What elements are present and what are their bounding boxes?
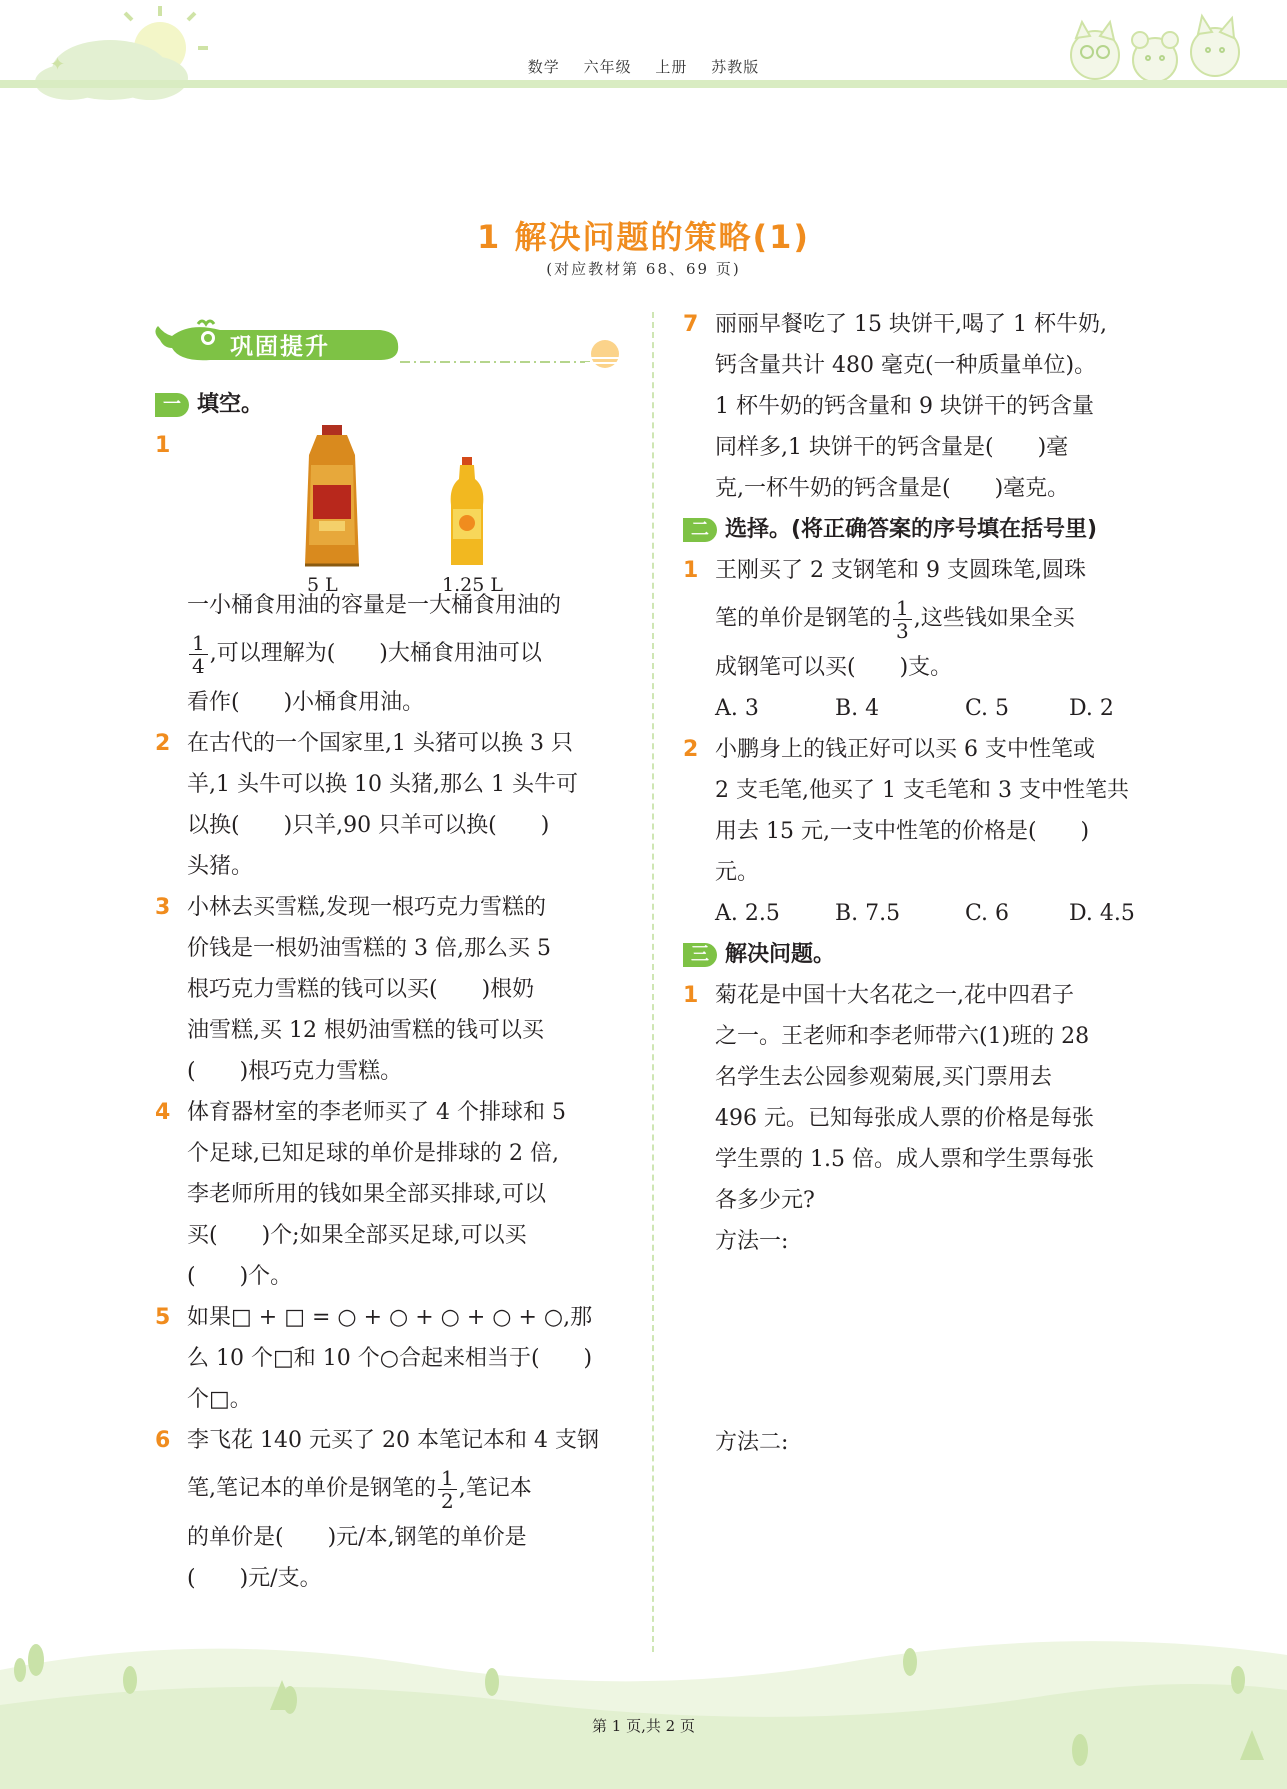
question-4-line: 个足球,已知足球的单价是排球的 2 倍,: [187, 1141, 559, 1166]
question-5-line: 么 10 个□和 10 个○合起来相当于( ): [187, 1346, 593, 1371]
option-d: D. 2: [1069, 696, 1114, 721]
svg-text:✦: ✦: [50, 54, 66, 75]
option-b: B. 7.5: [835, 901, 901, 926]
question-3-line: 油雪糕,买 12 根奶油雪糕的钱可以买: [187, 1018, 544, 1043]
question-number: 1: [155, 433, 171, 458]
hills-footer-decoration: [0, 1610, 1287, 1789]
section-solve-heading: [683, 934, 1163, 975]
choice-2-options: [683, 893, 1163, 934]
question-4-line: 体育器材室的李老师买了 4 个排球和 5: [187, 1100, 566, 1125]
choice-question-2: [683, 729, 1163, 893]
header-text: [0, 56, 1287, 77]
question-number: 3: [155, 895, 171, 920]
question-number: 2: [155, 731, 171, 756]
question-1-line1: 一小桶食用油的容量是一大桶食用油的: [187, 593, 562, 618]
question-6-line4: ( )元/支。: [187, 1566, 322, 1591]
right-column: [683, 304, 1163, 1463]
fraction-numerator: 1: [189, 632, 208, 655]
fraction-one-fourth: [189, 632, 208, 677]
option-a: A. 3: [715, 696, 759, 721]
choice-2-line: 2 支毛笔,他买了 1 支毛笔和 3 支中性笔共: [715, 778, 1129, 803]
page-subtitle: (对应教材第 68、69 页): [546, 260, 741, 278]
option-a: A. 2.5: [715, 901, 780, 926]
question-1-line2: [187, 626, 635, 682]
question-7: [683, 304, 1163, 509]
question-2-line: 头猪。: [187, 854, 254, 879]
choice-2-line: 元。: [715, 860, 760, 885]
section-choice-title: 选择。(将正确答案的序号填在括号里): [725, 517, 1098, 542]
question-5: [155, 1297, 635, 1420]
question-1-line3: 看作( )小桶食用油。: [187, 690, 425, 715]
header-bar: [0, 80, 1287, 88]
fraction-denominator: 4: [192, 653, 205, 678]
question-7-line: 1 杯牛奶的钙含量和 9 块饼干的钙含量: [715, 394, 1094, 419]
method-one-answer-space[interactable]: [715, 1262, 1163, 1422]
small-bottle-label: 1.25 L: [442, 574, 503, 596]
question-4-line: ( )个。: [187, 1264, 293, 1289]
option-c: C. 6: [965, 901, 1010, 926]
solve-1-line: 名学生去公园参观菊展,买门票用去: [715, 1065, 1052, 1090]
section-banner: [150, 318, 630, 368]
question-3-line: 小林去买雪糕,发现一根巧克力雪糕的: [187, 895, 546, 920]
question-number: 1: [683, 558, 699, 583]
choice-2-line: 小鹏身上的钱正好可以买 6 支中性笔或: [715, 737, 1095, 762]
header-edition: 苏教版: [711, 58, 760, 76]
choice-2-line: 用去 15 元,一支中性笔的价格是( ): [715, 819, 1090, 844]
question-4-line: 买( )个;如果全部买足球,可以买: [187, 1223, 527, 1248]
question-6-line2: [187, 1461, 635, 1517]
banner-whale-shape: [150, 318, 630, 368]
choice-1-line2b: ,这些钱如果全买: [913, 606, 1075, 631]
question-3-line: 根巧克力雪糕的钱可以买( )根奶: [187, 977, 535, 1002]
option-c: C. 5: [965, 696, 1010, 721]
question-6-line2a: 笔,笔记本的单价是钢笔的: [187, 1476, 436, 1501]
question-6-line3: 的单价是( )元/本,钢笔的单价是: [187, 1525, 527, 1550]
cloud-sun-decoration: [20, 0, 220, 110]
page-footer: 第 1 页,共 2 页: [592, 1717, 695, 1735]
question-number: 2: [683, 737, 699, 762]
question-7-line: 钙含量共计 480 毫克(一种质量单位)。: [715, 353, 1097, 378]
question-6-line1: 李飞花 140 元买了 20 本笔记本和 4 支钢: [187, 1428, 599, 1453]
animal-faces-decoration: [1060, 10, 1260, 90]
question-3: [155, 887, 635, 1092]
solve-1-line: 各多少元?: [715, 1188, 815, 1213]
question-number: 6: [155, 1428, 171, 1453]
option-d: D. 4.5: [1069, 901, 1135, 926]
fraction-denominator: 3: [896, 618, 909, 643]
column-divider: [652, 312, 654, 1652]
left-column: [155, 384, 635, 1599]
question-2-line: 在古代的一个国家里,1 头猪可以换 3 只: [187, 731, 573, 756]
question-5-line: 如果□ + □ = ○ + ○ + ○ + ○ + ○,那: [187, 1305, 593, 1330]
question-number: 7: [683, 312, 699, 337]
small-oil-bottle-image: [447, 457, 487, 569]
question-1-line2-text: ,可以理解为( )大桶食用油可以: [209, 641, 542, 666]
header-subject: 数学: [527, 58, 560, 76]
big-bottle-label: 5 L: [307, 574, 338, 596]
choice-question-1: [683, 550, 1163, 688]
option-b: B. 4: [835, 696, 880, 721]
section-fill-badge: 一: [155, 393, 189, 417]
big-oil-bottle-image: [297, 425, 367, 570]
question-3-line: 价钱是一根奶油雪糕的 3 倍,那么买 5: [187, 936, 551, 961]
method-two-label: 方法二:: [715, 1430, 789, 1455]
section-solve-title: 解决问题。: [725, 942, 836, 967]
fraction-denominator: 2: [441, 1488, 454, 1513]
choice-1-line2a: 笔的单价是钢笔的: [715, 606, 892, 631]
fraction-one-half: [438, 1467, 457, 1512]
question-1: [155, 425, 635, 723]
page-title: 1 解决问题的策略(1): [477, 218, 810, 256]
question-7-line: 同样多,1 块饼干的钙含量是( )毫: [715, 435, 1069, 460]
question-number: 5: [155, 1305, 171, 1330]
question-4-line: 李老师所用的钱如果全部买排球,可以: [187, 1182, 546, 1207]
header-volume: 上册: [655, 58, 688, 76]
banner-label: 巩固提升: [230, 334, 330, 360]
choice-1-options: [683, 688, 1163, 729]
question-6: [155, 1420, 635, 1599]
solve-1-line: 496 元。已知每张成人票的价格是每张: [715, 1106, 1094, 1131]
question-7-line: 克,一杯牛奶的钙含量是( )毫克。: [715, 476, 1070, 501]
section-fill-heading: [155, 384, 635, 425]
choice-1-line3: 成钢笔可以买( )支。: [715, 655, 953, 680]
method-one-label: 方法一:: [715, 1229, 789, 1254]
question-7-line: 丽丽早餐吃了 15 块饼干,喝了 1 杯牛奶,: [715, 312, 1107, 337]
question-number: 4: [155, 1100, 171, 1125]
fraction-numerator: 1: [438, 1467, 457, 1490]
question-6-line2b: ,笔记本: [458, 1476, 532, 1501]
solve-1-line: 之一。王老师和李老师带六(1)班的 28: [715, 1024, 1090, 1049]
section-solve-badge: 三: [683, 943, 717, 967]
question-2-line: 羊,1 头牛可以换 10 头猪,那么 1 头牛可: [187, 772, 578, 797]
choice-1-line1: 王刚买了 2 支钢笔和 9 支圆珠笔,圆珠: [715, 558, 1086, 583]
question-5-line: 个□。: [187, 1387, 252, 1412]
fraction-numerator: 1: [893, 597, 912, 620]
section-choice-badge: 二: [683, 518, 717, 542]
choice-1-line2: [715, 591, 1163, 647]
oil-bottles-figure: [187, 425, 635, 595]
solve-1-line: 学生票的 1.5 倍。成人票和学生票每张: [715, 1147, 1094, 1172]
question-2: [155, 723, 635, 887]
question-4: [155, 1092, 635, 1297]
section-fill-title: 填空。: [197, 392, 264, 417]
question-2-line: 以换( )只羊,90 只羊可以换( ): [187, 813, 550, 838]
question-number: 1: [683, 983, 699, 1008]
question-3-line: ( )根巧克力雪糕。: [187, 1059, 403, 1084]
fraction-one-third: [893, 597, 912, 642]
solve-1-line: 菊花是中国十大名花之一,花中四君子: [715, 983, 1074, 1008]
solve-question-1: [683, 975, 1163, 1463]
section-choice-heading: [683, 509, 1163, 550]
header-grade: 六年级: [583, 58, 632, 76]
